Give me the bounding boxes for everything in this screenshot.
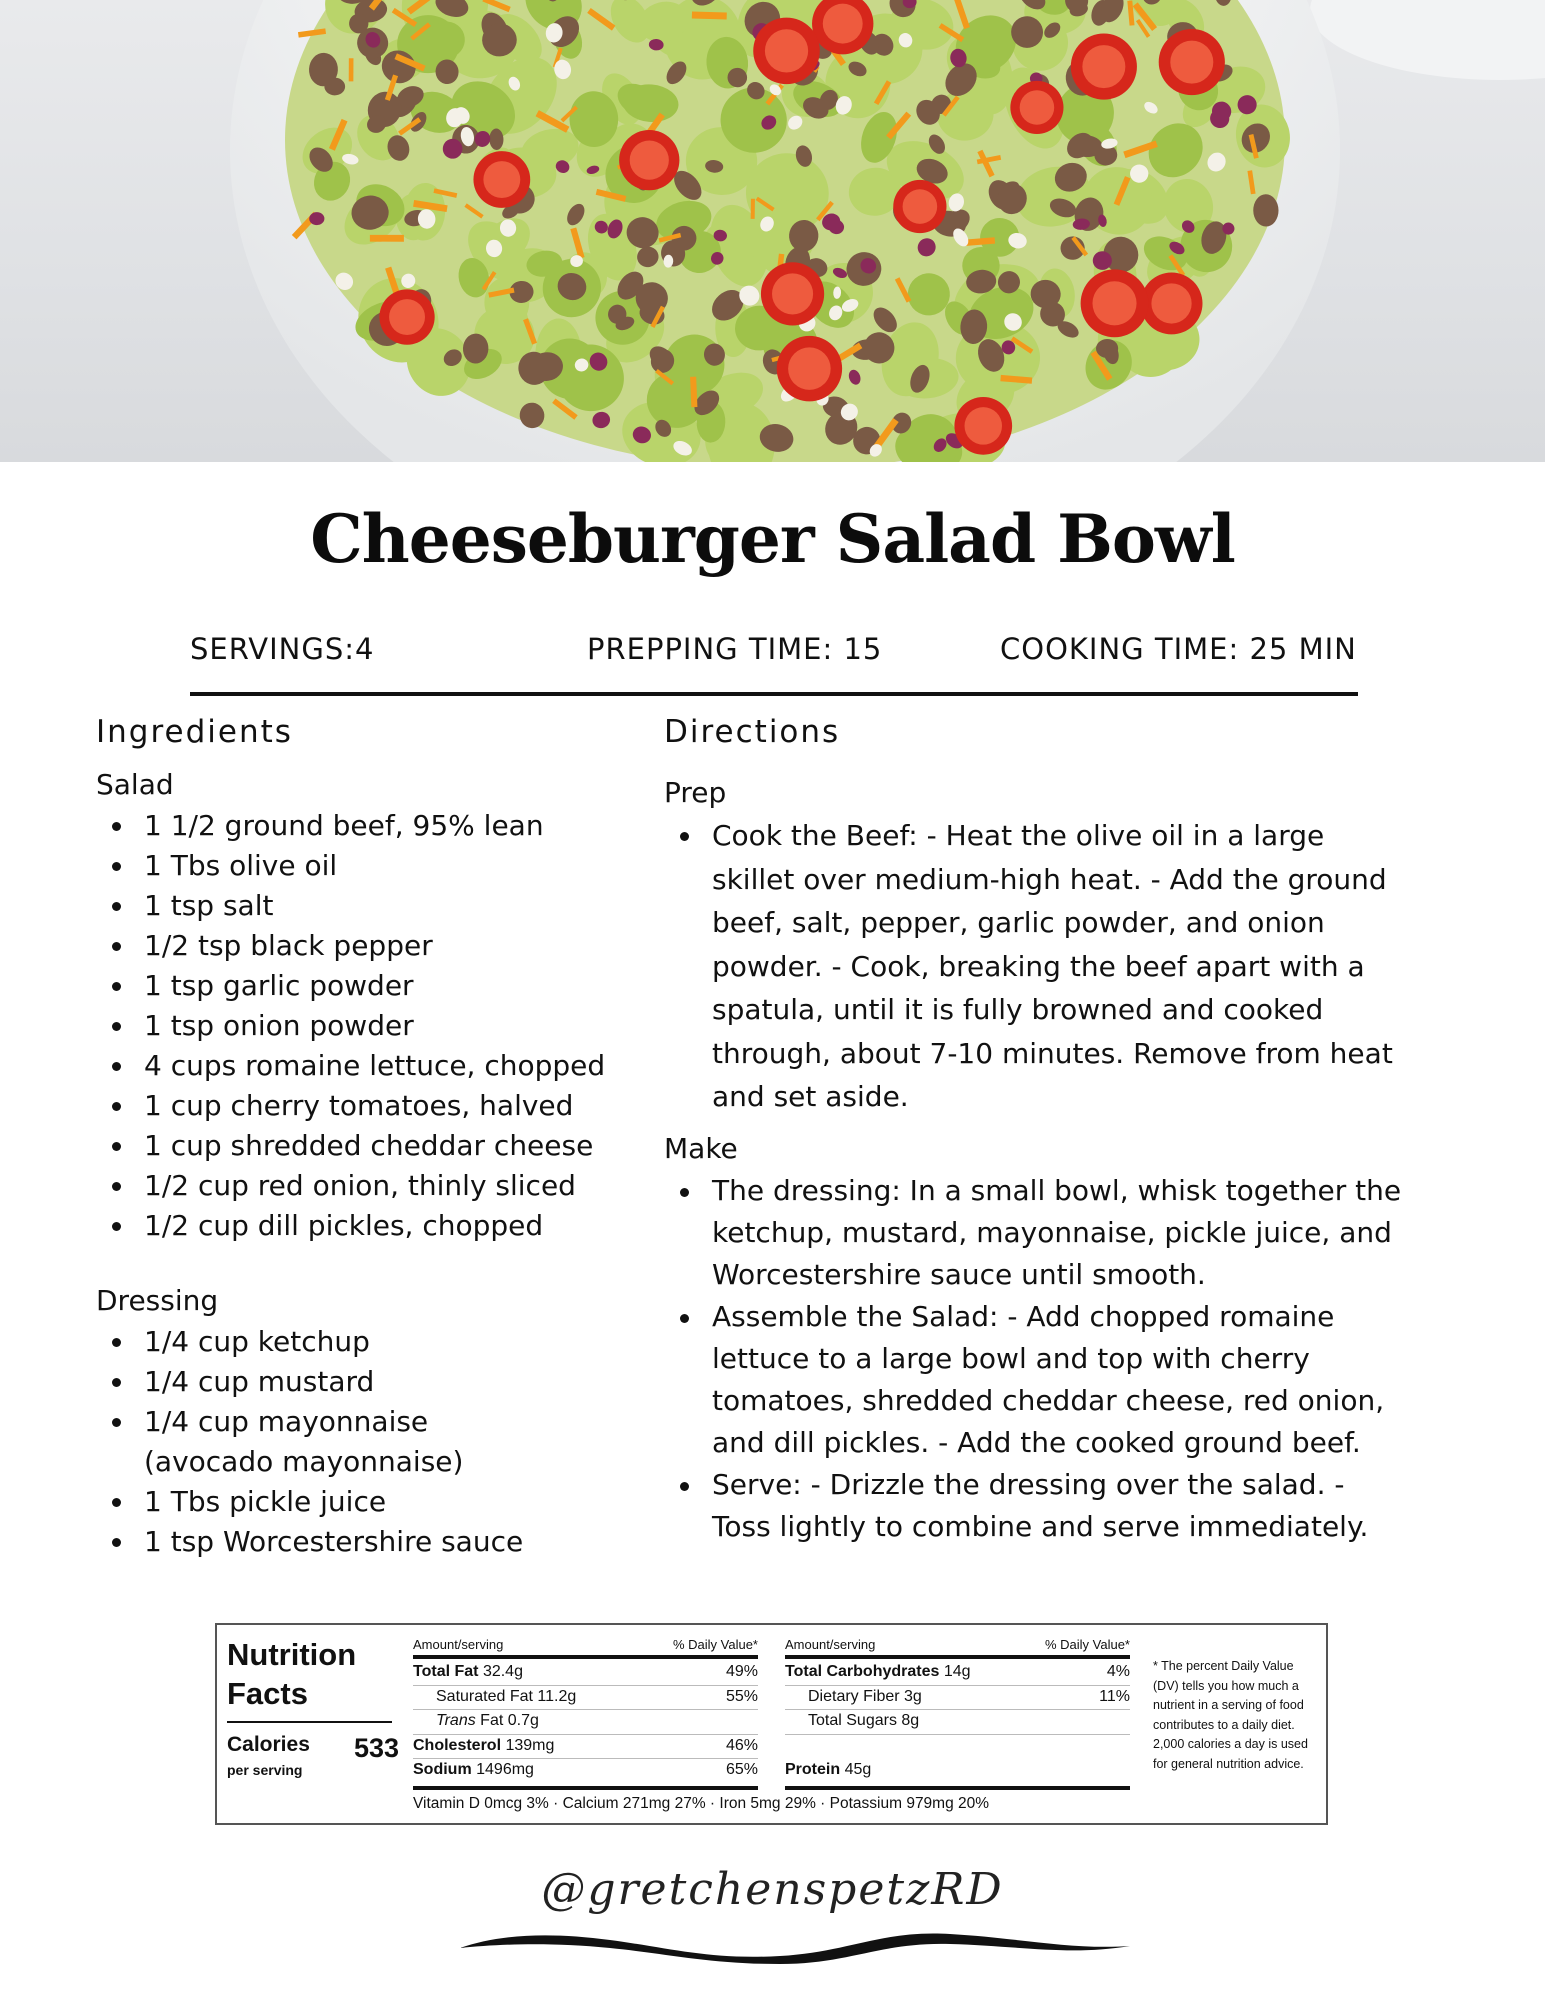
nutrition-row xyxy=(785,1686,1130,1711)
nutrient-dv: 4% xyxy=(1106,1663,1130,1680)
list-item: 1/4 cup mayonnaise (avocado mayonnaise) xyxy=(96,1402,566,1482)
nutrition-facts-panel xyxy=(215,1623,1328,1825)
nutrition-row xyxy=(413,1710,758,1735)
nutrient-amount: 45g xyxy=(844,1761,872,1778)
nutrient-name: Total Carbohydrates xyxy=(785,1663,940,1680)
calories-sublabel: per serving xyxy=(227,1762,303,1778)
nutrition-row xyxy=(413,1759,758,1784)
nutrition-title: Nutrition Facts xyxy=(227,1637,357,1711)
prep-time-label: PREPPING TIME: 15 xyxy=(587,632,883,666)
nutrient-name: Total Fat xyxy=(413,1663,479,1680)
brush-stroke-icon xyxy=(460,1920,1130,1970)
list-item: 1 tsp onion powder xyxy=(96,1006,636,1046)
author-signature: @gretchenspetzRD xyxy=(541,1864,1004,1915)
nutrition-header xyxy=(413,1637,758,1655)
list-item: 1 tsp salt xyxy=(96,886,636,926)
nutrient-name: Sodium xyxy=(413,1761,472,1778)
list-item: 4 cups romaine lettuce, chopped xyxy=(96,1046,636,1086)
nutrient-amount: 139mg xyxy=(505,1736,555,1754)
directions-heading: Directions xyxy=(664,714,841,750)
nutrition-row xyxy=(785,1710,1130,1735)
nutrient-dv: 55% xyxy=(725,1687,758,1705)
servings-label: SERVINGS:4 xyxy=(190,632,375,666)
nutrition-row xyxy=(785,1661,1130,1686)
list-item: 1 cup shredded cheddar cheese xyxy=(96,1126,636,1166)
list-item: Serve: - Drizzle the dressing over the salad. - Toss lightly to combine and serve immediately. xyxy=(664,1464,1404,1548)
list-item: 1/2 tsp black pepper xyxy=(96,926,636,966)
nutrient-amount: 11.2g xyxy=(537,1687,577,1705)
calories-label: Calories xyxy=(227,1733,310,1756)
salad-ingredient-list xyxy=(96,806,636,1246)
nutrient-amount: 14g xyxy=(943,1663,971,1680)
dressing-ingredient-list xyxy=(96,1322,636,1562)
list-item: 1 1/2 ground beef, 95% lean xyxy=(96,806,636,846)
nutrition-row xyxy=(785,1759,1130,1784)
nutrient-amount: 8g xyxy=(901,1712,920,1729)
daily-value-footnote: * The percent Daily Value (DV) tells you how much a nutrient in a serving of food contributes to a daily diet. 2,000 calories a day is used for general nutrition advice. xyxy=(1153,1659,1308,1771)
list-item: 1/2 cup red onion, thinly sliced xyxy=(96,1166,636,1206)
prep-subheading: Prep xyxy=(664,776,727,809)
make-subheading: Make xyxy=(664,1132,738,1165)
dv-header: % Daily Value* xyxy=(672,1637,758,1652)
list-item: 1/4 cup ketchup xyxy=(96,1322,636,1362)
nutrient-name: Dietary Fiber xyxy=(808,1687,900,1705)
amount-header: Amount/serving xyxy=(785,1637,876,1652)
make-steps-list xyxy=(664,1170,1404,1548)
nutrition-divider xyxy=(785,1655,1130,1659)
amount-header: Amount/serving xyxy=(413,1637,504,1652)
nutrient-amount: 0.7g xyxy=(507,1712,539,1729)
list-item: Cook the Beef: - Heat the olive oil in a large skillet over medium-high heat. - Add the ground beef, salt, pepper, garlic powder, and onion powder. - Cook, breaking the beef apart with a spatula, until it is fully browned and cooked through, about 7-10 minutes. Remove from heat and set aside. xyxy=(664,814,1404,1119)
list-item: The dressing: In a small bowl, whisk together the ketchup, mustard, mayonnaise, pickle juice, and Worcestershire sauce until smooth. xyxy=(664,1170,1404,1296)
cook-time-label: COOKING TIME: 25 MIN xyxy=(1000,632,1357,666)
nutrient-dv: 49% xyxy=(725,1663,758,1680)
list-item: 1 tsp Worcestershire sauce xyxy=(96,1522,636,1562)
nutrition-divider xyxy=(413,1786,758,1790)
nutrient-name: Total Sugars xyxy=(808,1712,897,1729)
nutrient-dv: 46% xyxy=(725,1736,758,1754)
nutrition-divider xyxy=(413,1655,758,1659)
list-item: 1 Tbs olive oil xyxy=(96,846,636,886)
nutrient-amount: 32.4g xyxy=(482,1663,523,1680)
nutrition-column-fat xyxy=(413,1637,758,1790)
nutrient-amount: 1496mg xyxy=(476,1761,534,1778)
recipe-title: Cheeseburger Salad Bowl xyxy=(310,500,1235,578)
dressing-subheading: Dressing xyxy=(96,1284,219,1317)
hero-photo xyxy=(0,0,1545,462)
salad-subheading: Salad xyxy=(96,768,174,801)
meta-divider xyxy=(190,692,1358,696)
nutrition-row xyxy=(413,1661,758,1686)
nutrition-title-divider xyxy=(227,1721,392,1723)
nutrition-row xyxy=(413,1686,758,1711)
nutrition-header xyxy=(785,1637,1130,1655)
nutrient-name: Protein xyxy=(785,1761,841,1778)
nutrient-name: Trans xyxy=(436,1712,476,1729)
salad-bowl-photo-icon xyxy=(0,0,1545,462)
list-item: 1 cup cherry tomatoes, halved xyxy=(96,1086,636,1126)
nutrition-row xyxy=(413,1735,758,1760)
nutrient-name-rest: Fat xyxy=(480,1712,504,1729)
list-item: 1/2 cup dill pickles, chopped xyxy=(96,1206,636,1246)
nutrient-dv: 11% xyxy=(1099,1687,1130,1705)
ingredients-heading: Ingredients xyxy=(96,714,293,750)
dv-header: % Daily Value* xyxy=(1044,1637,1130,1652)
list-item: Assemble the Salad: - Add chopped romaine lettuce to a large bowl and top with cherry tomatoes, shredded cheddar cheese, red onion, and dill pickles. - Add the cooked ground beef. xyxy=(664,1296,1404,1464)
list-item: 1 Tbs pickle juice xyxy=(96,1482,636,1522)
nutrition-column-carbs xyxy=(785,1637,1130,1790)
nutrition-divider xyxy=(785,1786,1130,1790)
list-item: 1/4 cup mustard xyxy=(96,1362,636,1402)
nutrient-name: Saturated Fat xyxy=(436,1687,533,1705)
nutrient-amount: 3g xyxy=(904,1687,922,1705)
prep-steps-list xyxy=(664,814,1404,1119)
calories-value: 533 xyxy=(353,1733,399,1763)
vitamins-line: Vitamin D 0mcg 3% · Calcium 271mg 27% · Iron 5mg 29% · Potassium 979mg 20% xyxy=(413,1795,990,1812)
nutrient-name: Cholesterol xyxy=(413,1736,502,1754)
list-item: 1 tsp garlic powder xyxy=(96,966,636,1006)
nutrient-dv: 65% xyxy=(725,1761,758,1778)
